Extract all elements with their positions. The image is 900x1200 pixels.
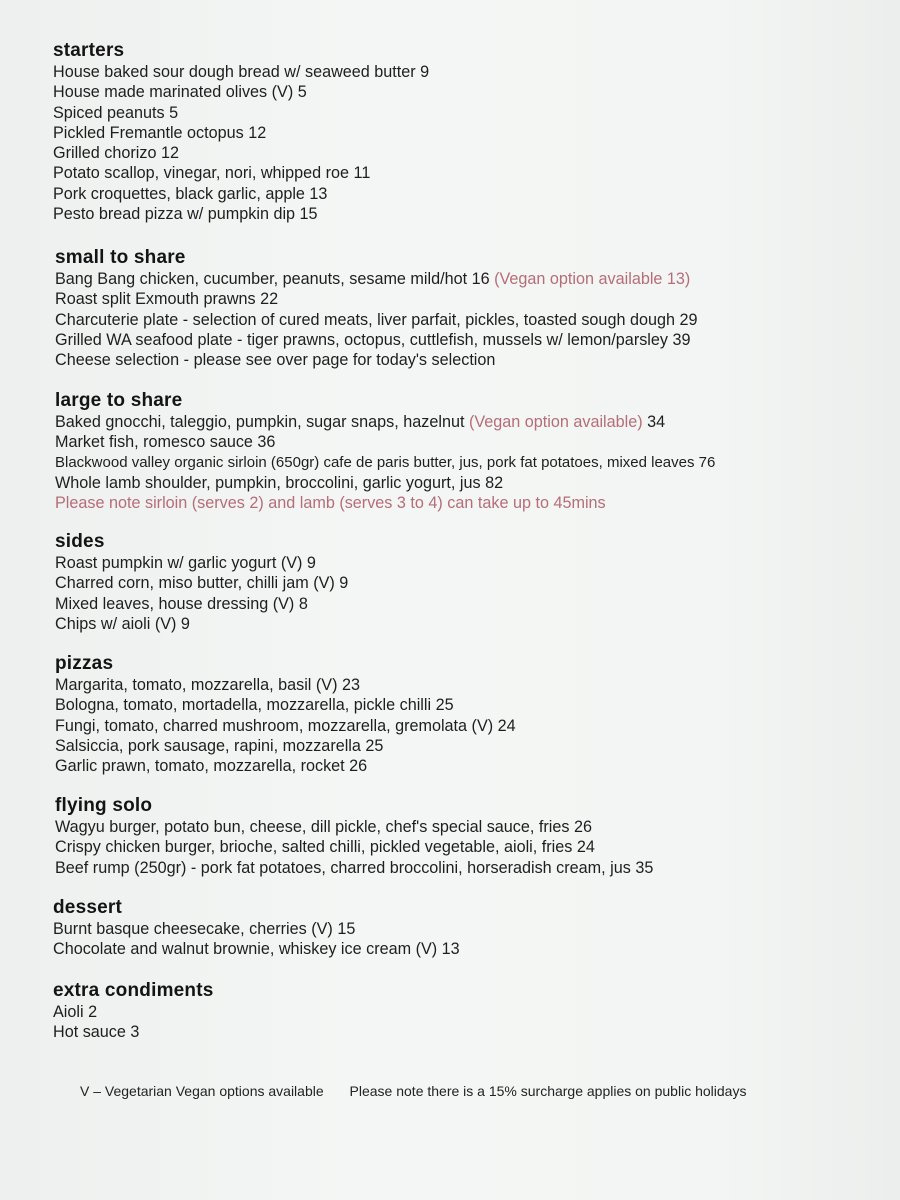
menu-item-text: Crispy chicken burger, brioche, salted chilli, pickled vegetable, aioli, fries 24 [55, 838, 595, 857]
section-title: small to share [55, 247, 186, 268]
menu-item [55, 736, 516, 756]
menu-item [55, 350, 697, 370]
menu-item [55, 675, 516, 695]
section-title: pizzas [55, 653, 114, 674]
menu-note [55, 493, 715, 513]
menu-section-sides [55, 531, 348, 634]
menu-item-text: Pesto bread pizza w/ pumpkin dip 15 [53, 205, 318, 224]
menu-item [55, 594, 348, 614]
menu-item [53, 204, 429, 224]
menu-item-text: Chips w/ aioli (V) 9 [55, 614, 190, 633]
menu-item-text: Burnt basque cheesecake, cherries (V) 15 [53, 920, 356, 938]
menu-item-text: Margarita, tomato, mozzarella, basil (V) 23 [55, 676, 360, 694]
menu-item [55, 614, 348, 634]
menu-item [55, 573, 348, 593]
menu-item-text: Market fish, romesco sauce 36 [55, 433, 276, 452]
menu-section-starters [53, 40, 429, 224]
menu-item-text: Baked gnocchi, taleggio, pumpkin, sugar snaps, hazelnut [55, 413, 469, 431]
footer-legend: V – Vegetarian Vegan options available [80, 1083, 324, 1099]
menu-item-text: Pickled Fremantle octopus 12 [53, 123, 267, 142]
menu-item [55, 837, 653, 857]
menu-section-large-to-share [55, 390, 715, 513]
menu-item-text: Bang Bang chicken, cucumber, peanuts, sesame mild/hot 16 [55, 270, 495, 288]
menu-note-text: Please note sirloin (serves 2) and lamb (serves 3 to 4) can take up to 45mins [55, 494, 606, 513]
menu-item-text: Beef rump (250gr) - pork fat potatoes, charred broccolini, horseradish cream, jus 35 [55, 858, 654, 877]
menu-section-dessert [53, 897, 460, 960]
menu-item [53, 82, 429, 102]
menu-section-pizzas [55, 653, 516, 776]
menu-item-text: Grilled WA seafood plate - tiger prawns, octopus, cuttlefish, mussels w/ lemon/parsley 39 [55, 330, 691, 349]
menu-item-text: Spiced peanuts 5 [53, 103, 179, 122]
menu-item [55, 553, 348, 573]
menu-item [53, 143, 429, 163]
menu-item [53, 919, 460, 939]
menu-item-text: Whole lamb shoulder, pumpkin, broccolini, garlic yogurt, jus 82 [55, 473, 504, 492]
menu-item-text: Chocolate and walnut brownie, whiskey ice cream (V) 13 [53, 940, 460, 959]
menu-item-text: Wagyu burger, potato bun, cheese, dill pickle, chef's special sauce, fries 26 [55, 818, 592, 836]
menu-section-extra-condiments [53, 980, 214, 1043]
menu-item-text: House baked sour dough bread w/ seaweed butter 9 [53, 63, 430, 81]
menu-item [55, 695, 516, 715]
menu-item-text: Charcuterie plate - selection of cured meats, liver parfait, pickles, toasted sough dough 29 [55, 310, 698, 329]
menu-item-text: Salsiccia, pork sausage, rapini, mozzarella 25 [55, 736, 384, 755]
menu-item-text: Garlic prawn, tomato, mozzarella, rocket 26 [55, 757, 368, 776]
menu-item-text: Aioli 2 [53, 1003, 98, 1021]
menu-item [53, 103, 429, 123]
menu-item-text: Grilled chorizo 12 [53, 144, 179, 163]
menu-section-small-to-share [55, 247, 697, 370]
menu-item [55, 289, 697, 309]
menu-item-text: Potato scallop, vinegar, nori, whipped roe 11 [53, 164, 371, 183]
menu-item-text: Roast pumpkin w/ garlic yogurt (V) 9 [55, 554, 316, 572]
section-title: large to share [55, 390, 183, 411]
menu-item [53, 1022, 214, 1042]
menu-item [53, 184, 429, 204]
menu-item [55, 817, 653, 837]
section-title: flying solo [55, 795, 153, 816]
menu-item-text: Bologna, tomato, mortadella, mozzarella, pickle chilli 25 [55, 696, 454, 715]
menu-item [53, 939, 460, 959]
menu-item [55, 453, 715, 473]
menu-item-text: Roast split Exmouth prawns 22 [55, 290, 279, 309]
menu-footer [80, 1083, 840, 1099]
menu-item-text: Hot sauce 3 [53, 1023, 140, 1042]
menu-item-text: Cheese selection - please see over page for today's selection [55, 351, 496, 370]
vegan-option-note: (Vegan option available 13) [494, 270, 691, 288]
menu-item [55, 473, 715, 493]
menu-item [53, 163, 429, 183]
menu-item [55, 756, 516, 776]
section-title: sides [55, 531, 105, 552]
vegan-option-note: (Vegan option available) [468, 413, 643, 431]
menu-section-flying-solo [55, 795, 653, 878]
menu-item-text: Mixed leaves, house dressing (V) 8 [55, 594, 308, 613]
section-title: extra condiments [53, 980, 214, 1001]
section-title: dessert [53, 897, 122, 918]
menu-item-text: House made marinated olives (V) 5 [53, 83, 307, 102]
menu-item-text: Fungi, tomato, charred mushroom, mozzarella, gremolata (V) 24 [55, 716, 516, 735]
menu-item [53, 123, 429, 143]
menu-item-price: 34 [642, 413, 666, 431]
menu-item-text: Blackwood valley organic sirloin (650gr) cafe de paris butter, jus, pork fat potatoes, mixed leaves 76 [55, 453, 716, 471]
menu-item [55, 330, 697, 350]
menu-item [55, 310, 697, 330]
menu-item [55, 432, 715, 452]
section-title: starters [53, 40, 125, 61]
menu-item [53, 62, 429, 82]
menu-item [55, 716, 516, 736]
menu-item [55, 412, 715, 432]
footer-surcharge-note: Please note there is a 15% surcharge applies on public holidays [349, 1083, 747, 1099]
menu-item [55, 269, 697, 289]
menu-item-text: Charred corn, miso butter, chilli jam (V) 9 [55, 574, 349, 593]
menu-item-text: Pork croquettes, black garlic, apple 13 [53, 184, 328, 203]
menu-item [55, 858, 653, 878]
menu-item [53, 1002, 214, 1022]
